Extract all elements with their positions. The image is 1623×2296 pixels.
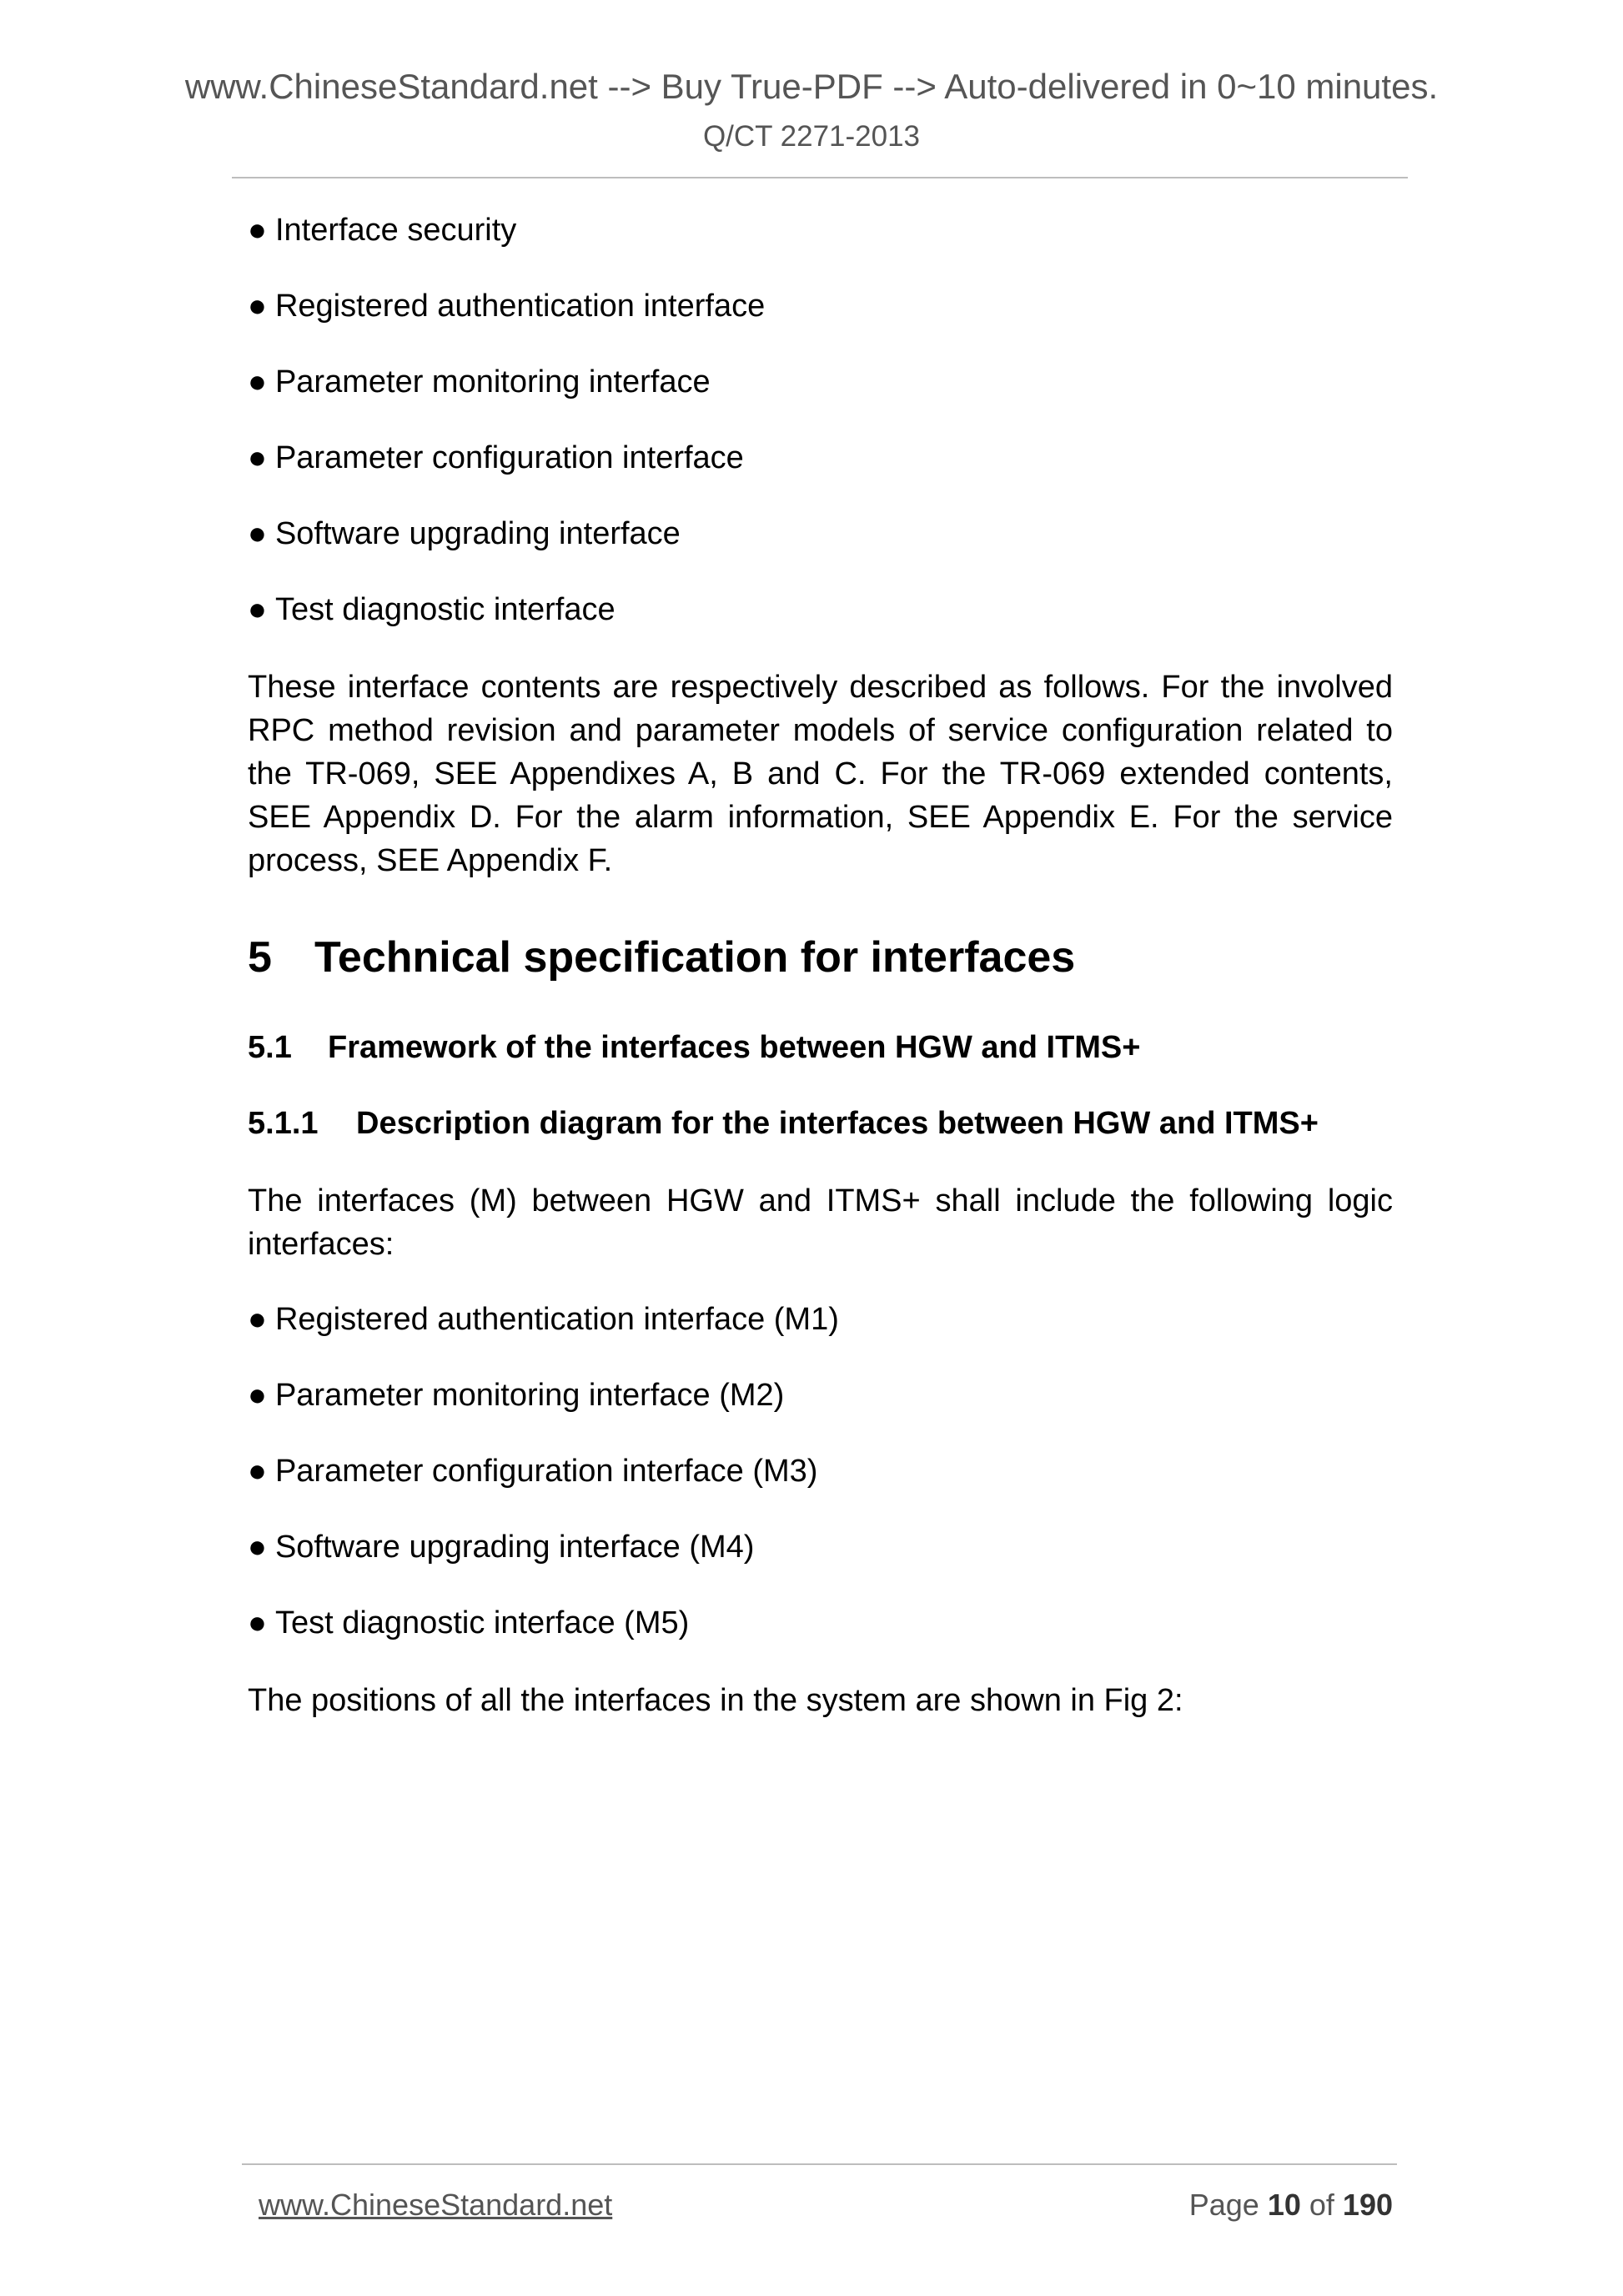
section-title: Description diagram for the interfaces between HGW and ITMS+	[356, 1106, 1319, 1141]
list-item-text: Parameter configuration interface (M3)	[274, 1454, 818, 1489]
page-indicator	[1189, 2187, 1393, 2223]
list-item	[248, 438, 1393, 478]
list-item	[248, 210, 1393, 250]
list-item-text: Test diagnostic interface (M5)	[274, 1605, 690, 1640]
bullet-icon: ●	[248, 213, 267, 248]
bullet-icon: ●	[248, 1605, 267, 1640]
list-item-text: Interface security	[274, 213, 517, 248]
bullet-icon: ●	[248, 1454, 267, 1489]
of-label: of	[1309, 2188, 1334, 2222]
section-5-heading	[248, 931, 1393, 984]
list-item-text: Software upgrading interface (M4)	[274, 1530, 755, 1565]
list-item	[248, 590, 1393, 630]
bullet-icon: ●	[248, 1530, 267, 1565]
bullet-icon: ●	[248, 364, 267, 399]
intro-paragraph: These interface contents are respectively described as follows. For the involved RPC method revision and parameter models of service configuration related to the TR-069, SEE Appendixes A, B and C. For the TR-069 extended contents, SEE Appendix D. For the alarm information, SEE Appendix E. For the service process, SEE Appendix F.	[248, 670, 1393, 878]
list-item	[248, 514, 1393, 554]
total-pages: 190	[1342, 2188, 1393, 2222]
section-5-1-heading	[248, 1027, 1393, 1068]
list-item	[248, 1451, 1393, 1491]
bullet-icon: ●	[248, 1302, 267, 1337]
page-label: Page	[1188, 2188, 1259, 2222]
list-item	[248, 286, 1393, 326]
bullet-icon: ●	[248, 440, 267, 475]
list-item-text: Test diagnostic interface	[274, 592, 616, 627]
standard-code: Q/CT 2271-2013	[702, 120, 921, 153]
section-5-1-1-heading	[248, 1103, 1393, 1143]
list-item-text: Registered authentication interface (M1)	[274, 1302, 839, 1337]
page-number: 10	[1267, 2188, 1301, 2222]
bullet-icon: ●	[248, 1378, 267, 1413]
list-item	[248, 362, 1393, 402]
header-divider	[232, 177, 1408, 178]
list-item	[248, 1603, 1393, 1643]
bullet-icon: ●	[248, 516, 267, 551]
section-title: Framework of the interfaces between HGW and ITMS+	[328, 1030, 1141, 1065]
header-banner: www.ChineseStandard.net --> Buy True-PDF --> Auto-delivered in 0~10 minutes.	[184, 67, 1439, 106]
list-item	[248, 1299, 1393, 1339]
list-item-text: Parameter monitoring interface (M2)	[274, 1378, 785, 1413]
list-item-text: Parameter configuration interface	[274, 440, 744, 475]
list-item	[248, 1527, 1393, 1567]
list-item-text: Software upgrading interface	[274, 516, 681, 551]
footer-website-link[interactable]: www.ChineseStandard.net	[259, 2188, 613, 2222]
section-number: 5.1	[248, 1030, 292, 1065]
list-item-text: Registered authentication interface	[274, 289, 766, 324]
section-title: Technical specification for interfaces	[314, 933, 1076, 982]
list-item	[248, 1375, 1393, 1415]
page-content	[248, 210, 1393, 1756]
list-item-text: Parameter monitoring interface	[274, 364, 711, 399]
section-number: 5.1.1	[248, 1106, 319, 1141]
bullet-icon: ●	[248, 289, 267, 324]
section-number: 5	[248, 933, 272, 982]
figure-reference: The positions of all the interfaces in the system are shown in Fig 2:	[248, 1683, 1183, 1718]
interfaces-paragraph: The interfaces (M) between HGW and ITMS+ shall include the following logic interfaces:	[248, 1183, 1393, 1262]
bullet-icon: ●	[248, 592, 267, 627]
footer-divider	[242, 2163, 1397, 2165]
